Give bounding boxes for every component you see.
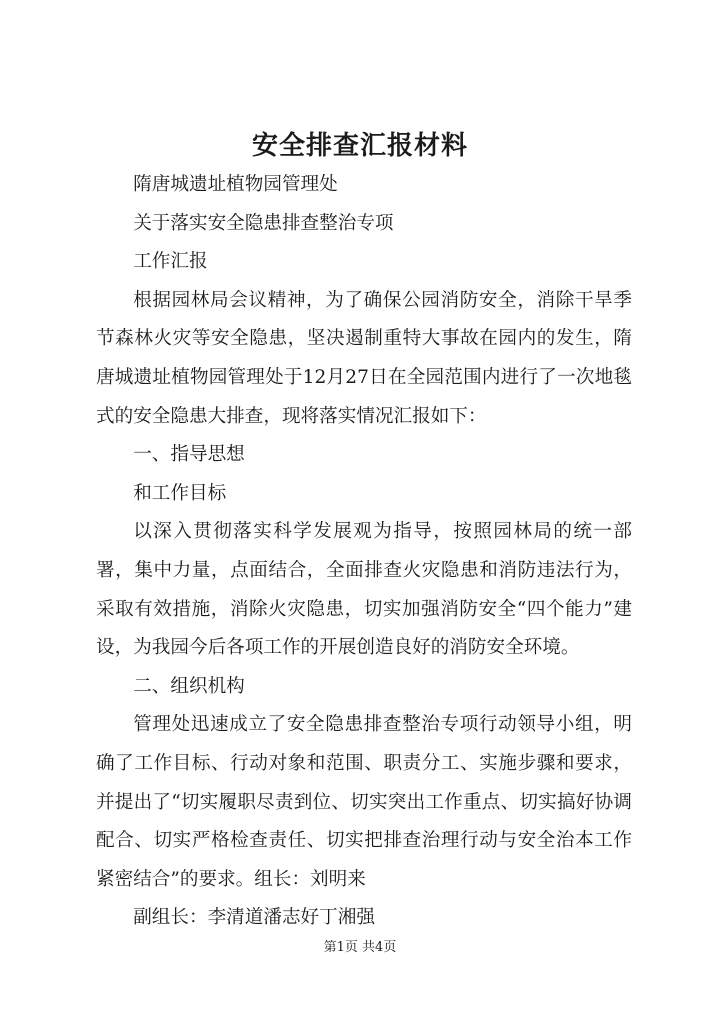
page-footer: 第1页 共4页 xyxy=(323,940,397,955)
document-title: 安全排查汇报材料 xyxy=(251,131,468,161)
paragraph-guiding-content: 以深入贯彻落实科学发展观为指导，按照园林局的统一部署，集中力量，点面结合，全面排查火灾隐患和消防违法行为，采取有效措施，消除火灾隐患，切实加强消防安全“四个能力”建设，为我园今后各项工作的开展创造良好的消防安全环境。 xyxy=(96,521,632,659)
paragraph-intro: 根据园林局会议精神，为了确保公园消防安全，消除干旱季节森林火灾等安全隐患，坚决遏制重特大事故在园内的发生，隋唐城遗址植物园管理处于12月27日在全园范围内进行了一次地毯式的安全隐患大排查，现将落实情况汇报如下： xyxy=(96,289,632,427)
paragraph-deputy-leaders: 副组长：李清道潘志好丁湘强 xyxy=(133,907,375,929)
paragraph-report-label: 工作汇报 xyxy=(133,251,208,273)
paragraph-organization: 隋唐城遗址植物园管理处 xyxy=(133,174,338,195)
section-heading-work-goals: 和工作目标 xyxy=(133,482,227,504)
document-body xyxy=(96,166,632,938)
section-heading-guiding-thought: 一、指导思想 xyxy=(133,444,245,466)
section-heading-organization: 二、组织机构 xyxy=(133,675,245,697)
paragraph-subject: 关于落实安全隐患排查整治专项 xyxy=(133,212,394,234)
paragraph-organization-content: 管理处迅速成立了安全隐患排查整治专项行动领导小组，明确了工作目标、行动对象和范围、职责分工、实施步骤和要求，并提出了“切实履职尽责到位、切实突出工作重点、切实搞好协调配合、切实严格检查责任、切实把排查治理行动与安全治本工作紧密结合”的要求。组长：刘明来 xyxy=(96,714,632,890)
